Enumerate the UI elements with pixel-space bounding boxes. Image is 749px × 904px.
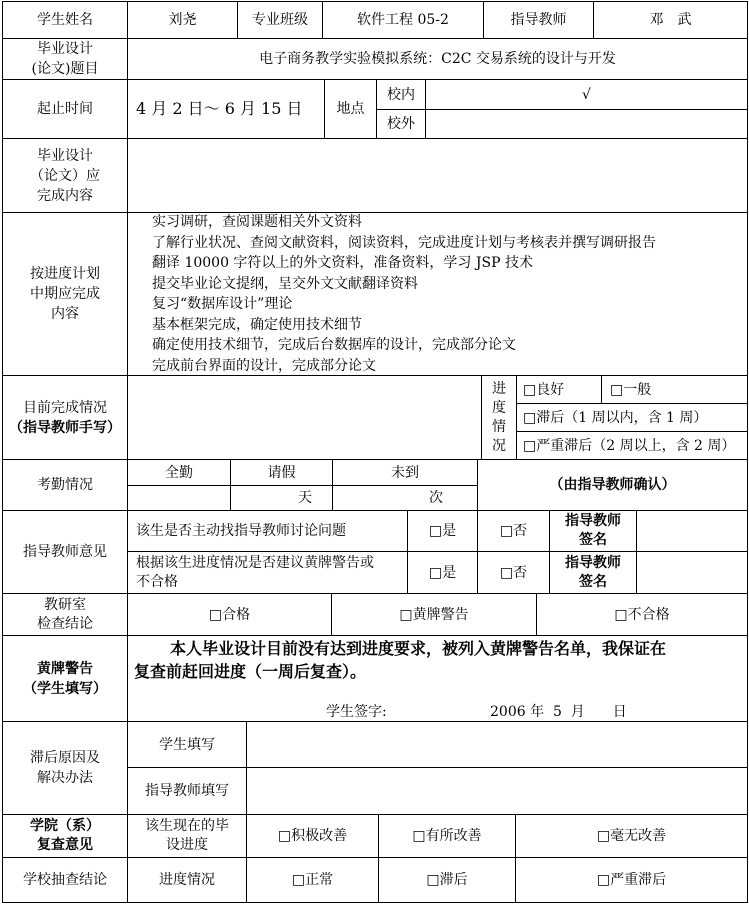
student-sign-label: 学生签字: <box>326 704 387 720</box>
advisor-value: 邓 武 <box>593 1 748 39</box>
advisor-label: 指导教师 <box>483 1 594 39</box>
college-review-label: 学院（系） 复查意见 <box>2 814 128 858</box>
attendance-leave: 请假 <box>230 459 333 486</box>
school-lag[interactable]: □滞后 <box>378 857 516 903</box>
q2-sign-field[interactable] <box>636 551 748 594</box>
content-value <box>127 138 748 213</box>
period-label: 起止时间 <box>2 79 128 139</box>
option-normal[interactable]: □一般 <box>601 375 748 404</box>
attendance-label: 考勤情况 <box>2 459 128 511</box>
student-name-label: 学生姓名 <box>2 1 128 39</box>
q1-sign-field[interactable] <box>636 510 748 552</box>
advisor-opinion-label: 指导教师意见 <box>2 510 128 594</box>
location-label: 地点 <box>324 79 377 139</box>
plan-item: 了解行业状况、查阅文献资料，阅读资料，完成进度计划与考核表并撰写调研报告 <box>152 234 656 251</box>
delay-advisor-label: 指导教师填写 <box>127 767 247 815</box>
delay-advisor-field[interactable] <box>246 767 748 815</box>
major-class-value: 软件工程 05-2 <box>322 1 484 39</box>
attendance-absent: 未到 <box>332 459 478 486</box>
plan-item: 完成前台界面的设计，完成部分论文 <box>152 357 376 374</box>
advisor-confirm-note: （由指导教师确认） <box>477 459 748 511</box>
office-label: 教研室 检查结论 <box>2 593 128 636</box>
review-progress-label: 该生现在的毕 设进度 <box>127 814 247 858</box>
q1-sign-label: 指导教师 签名 <box>549 510 637 552</box>
content-label: 毕业设计 （论文）应 完成内容 <box>2 138 128 213</box>
review-no-improve[interactable]: □毫无改善 <box>515 814 748 858</box>
student-name-value: 刘尧 <box>127 1 238 39</box>
midterm-label: 按进度计划 中期应完成 内容 <box>2 212 128 376</box>
plan-item: 基本框架完成，确定使用技术细节 <box>152 316 362 333</box>
q1-yes[interactable]: □是 <box>407 510 478 552</box>
office-pass[interactable]: □合格 <box>127 593 332 636</box>
option-lag[interactable]: □滞后（1 周以内，含 1 周） <box>516 403 748 432</box>
q2-no[interactable]: □否 <box>477 551 550 594</box>
yellow-card-label: 黄牌警告 （学生填写） <box>2 635 128 722</box>
current-status-label: 目前完成情况 （指导教师手写） <box>2 375 128 460</box>
off-campus-check <box>425 109 748 139</box>
delay-label: 滞后原因及 解决办法 <box>2 721 128 815</box>
option-severe-lag[interactable]: □严重滞后（2 周以上，含 2 周） <box>516 431 748 460</box>
plan-item: 提交毕业论文提纲，呈交外文文献翻译资料 <box>152 275 418 292</box>
student-sign-date: 2006 年 5 月 日 <box>490 704 627 720</box>
school-progress-label: 进度情况 <box>127 857 247 903</box>
progress-status-label: 进 度 情 况 <box>481 375 517 460</box>
plan-item: 翻译 10000 字符以上的外文资料，准备资料，学习 JSP 技术 <box>152 255 533 271</box>
leave-days-unit: 天 <box>230 485 333 511</box>
opinion-q2: 根据该生进度情况是否建议黄牌警告或 不合格 <box>127 551 408 594</box>
on-campus-check: √ <box>425 79 748 110</box>
office-yellow-warning[interactable]: □黄牌警告 <box>331 593 537 636</box>
q2-yes[interactable]: □是 <box>407 551 478 594</box>
plan-item: 实习调研，查阅课题相关外文资料 <box>152 214 362 230</box>
yellow-card-statement-line1: 本人毕业设计目前没有达到进度要求，被列入黄牌警告名单，我保证在 <box>170 639 667 658</box>
plan-item: 复习“数据库设计”理论 <box>152 296 293 312</box>
off-campus-label: 校外 <box>376 109 426 139</box>
school-check-label: 学校抽查结论 <box>2 857 128 903</box>
opinion-q1: 该生是否主动找指导教师讨论问题 <box>127 510 408 552</box>
q2-sign-label: 指导教师 签名 <box>549 551 637 594</box>
school-normal[interactable]: □正常 <box>246 857 379 903</box>
q1-no[interactable]: □否 <box>477 510 550 552</box>
on-campus-label: 校内 <box>376 79 426 110</box>
yellow-card-statement-line2: 复查前赶回进度（一周后复查）。 <box>134 662 367 681</box>
absent-times-unit: 次 <box>332 485 478 511</box>
current-status-value <box>127 375 482 460</box>
midterm-plan-list <box>127 212 748 376</box>
review-some-improve[interactable]: □有所改善 <box>378 814 516 858</box>
attendance-full: 全勤 <box>127 459 231 486</box>
period-value: 4 月 2 日～ 6 月 15 日 <box>127 79 325 139</box>
school-severe-lag[interactable]: □严重滞后 <box>515 857 748 903</box>
attendance-full-value <box>127 485 231 511</box>
office-fail[interactable]: □不合格 <box>536 593 748 636</box>
plan-item: 确定使用技术细节，完成后台数据库的设计，完成部分论文 <box>152 337 516 353</box>
major-class-label: 专业班级 <box>237 1 323 39</box>
option-good[interactable]: □良好 <box>516 375 602 404</box>
review-active-improve[interactable]: □积极改善 <box>246 814 379 858</box>
delay-student-label: 学生填写 <box>127 721 247 768</box>
topic-value: 电子商务教学实验模拟系统：C2C 交易系统的设计与开发 <box>127 38 748 80</box>
delay-student-field[interactable] <box>246 721 748 768</box>
topic-label: 毕业设计 (论文)题目 <box>2 38 128 80</box>
